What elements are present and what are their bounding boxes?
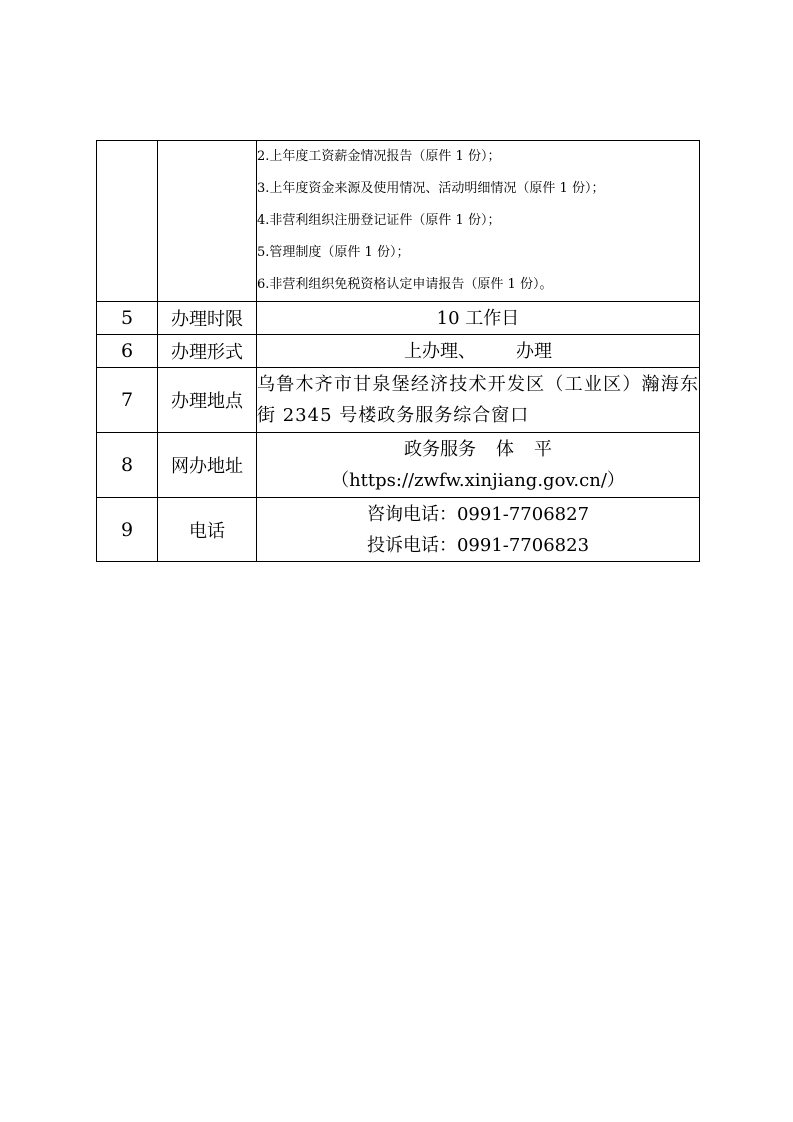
phone-row xyxy=(97,498,700,562)
materials-num-cell xyxy=(97,141,158,302)
handling-form-value xyxy=(257,335,700,368)
location-row xyxy=(97,368,700,433)
portal-name-part: 体 xyxy=(496,439,514,460)
row-number: 9 xyxy=(97,498,158,562)
row-label: 电话 xyxy=(158,498,257,562)
online-address-row xyxy=(97,433,700,498)
material-item: 3.上年度资金来源及使用情况、活动明细情况（原件 1 份）； xyxy=(257,181,605,196)
handling-form-online: 上办理、 xyxy=(404,340,476,362)
row-label: 办理时限 xyxy=(158,302,257,335)
consult-phone: 咨询电话：0991-7706827 xyxy=(366,503,590,525)
row-number: 7 xyxy=(97,368,158,433)
row-number: 8 xyxy=(97,433,158,498)
material-item: 5.管理制度（原件 1 份）； xyxy=(257,245,410,260)
complaint-phone: 投诉电话：0991-7706823 xyxy=(366,534,590,556)
materials-row xyxy=(97,141,700,302)
row-label: 办理地点 xyxy=(158,368,257,433)
row-number: 6 xyxy=(97,335,158,368)
portal-name xyxy=(257,434,699,465)
handling-form-row xyxy=(97,335,700,368)
row-label: 办理形式 xyxy=(158,335,257,368)
portal-name-part: 政务服务 xyxy=(404,439,476,460)
materials-label-cell xyxy=(158,141,257,302)
portal-url[interactable]: （https://zwfw.xinjiang.gov.cn/） xyxy=(331,470,625,491)
portal-name-part: 平 xyxy=(534,439,552,460)
material-item: 6.非营利组织免税资格认定申请报告（原件 1 份）。 xyxy=(257,277,553,292)
row-number: 5 xyxy=(97,302,158,335)
location-value: 乌鲁木齐市甘泉堡经济技术开发区（工业区）瀚海东街 2345 号楼政务服务综合窗口 xyxy=(257,368,700,433)
time-limit-row xyxy=(97,302,700,335)
time-limit-value: 10 工作日 xyxy=(257,302,700,335)
phone-value xyxy=(257,498,700,562)
service-info-table xyxy=(96,140,700,562)
handling-form-offline: 办理 xyxy=(516,340,552,362)
materials-list xyxy=(257,141,700,302)
material-item: 2.上年度工资薪金情况报告（原件 1 份）； xyxy=(257,149,501,164)
material-item: 4.非营利组织注册登记证件（原件 1 份）； xyxy=(257,213,501,228)
online-address-value xyxy=(257,433,700,498)
row-label: 网办地址 xyxy=(158,433,257,498)
